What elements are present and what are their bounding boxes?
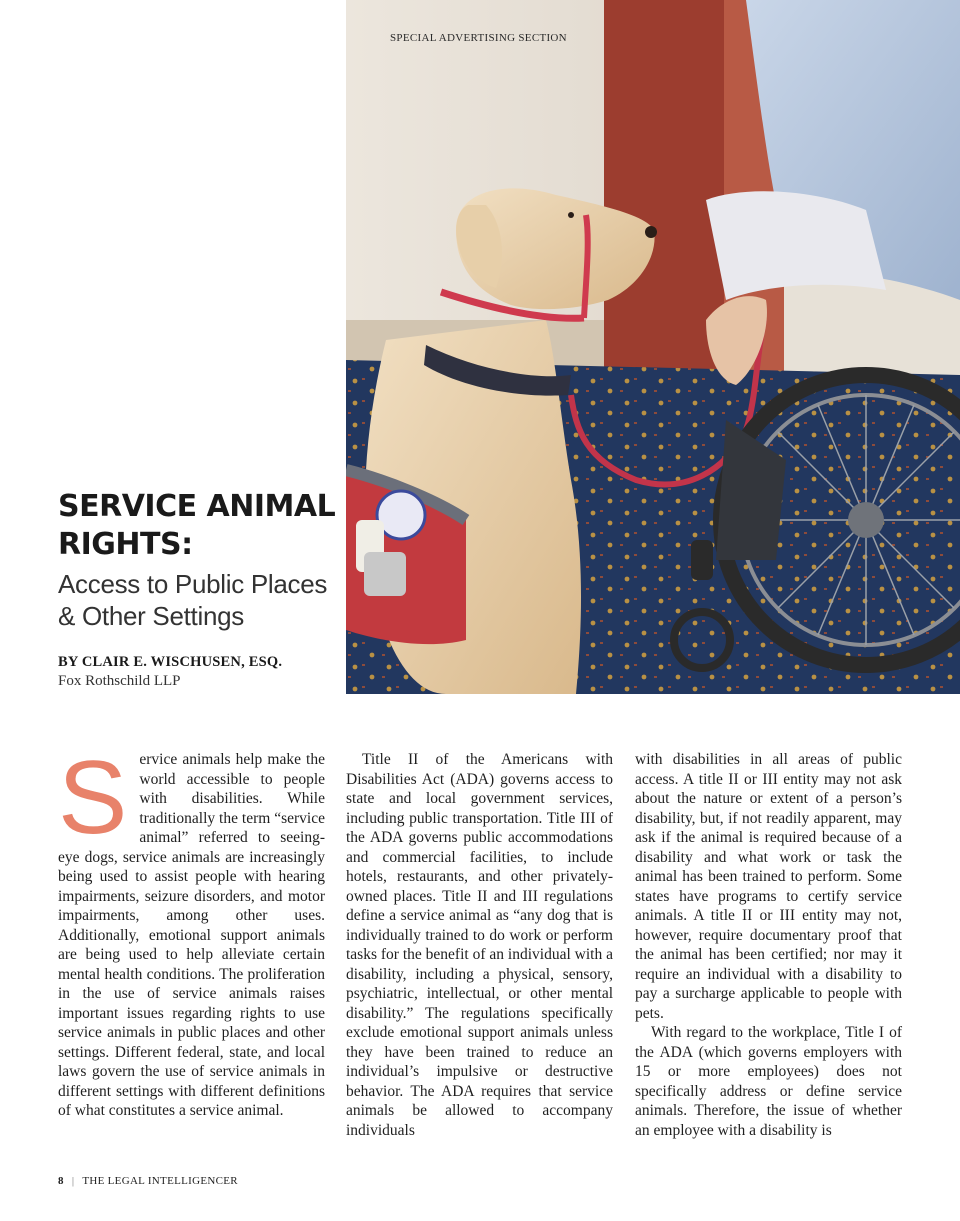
paragraph-workplace: With regard to the workplace, Title I of the ADA (which governs employers with 15 or more employees) does not specifically address or define service animals. Therefore, the issue of whether an employee with a disability is [635, 1024, 902, 1139]
page-footer [58, 1175, 238, 1187]
paragraph-intro: ervice animals help make the world accessible to people with disabilities. While traditionally the term “service animal” referred to seeing-eye dogs, service animals are increasingly being used to assist people with hearing impairments, seizure disorders, and motor impairments, among other uses. Additionally, emotional support animals are being used to help alleviate certain mental health conditions. The proliferation in the use of service animals raises important issues regarding rights to use service animals in public places and other settings. Different federal, state, and local laws govern the use of service animals in different settings with different definitions of what constitutes a service animal. [58, 751, 325, 1119]
paragraph-title-ii: Title II of the Americans with Disabilities Act (ADA) governs access to state and local government services, including public transportation. Title III of the ADA governs public accommodations and commercial facilities, to include hotels, restaurants, and other privately-owned places. Title II and III regulations define a service animal as “any dog that is individually trained to do work or perform tasks for the benefit of an individual with a disability, including a physical, sensory, psychiatric, intellectual, or other mental disability.” The regulations specifically exclude emotional support animals unless they have been trained to reduce an individual’s impulsive or destructive behavior. The ADA requires that service animals be allowed to accompany individuals [346, 751, 613, 1139]
section-tag: SPECIAL ADVERTISING SECTION [390, 32, 567, 44]
author-byline: BY CLAIR E. WISCHUSEN, ESQ. [58, 654, 283, 670]
service-dog-photo [346, 0, 960, 694]
article-subtitle: Access to Public Places & Other Settings [58, 569, 328, 631]
publication-name: THE LEGAL INTELLIGENCER [82, 1175, 238, 1187]
article-title: SERVICE ANIMAL RIGHTS: [58, 489, 336, 562]
footer-separator: | [71, 1175, 75, 1187]
page-number: 8 [58, 1175, 64, 1187]
body-column-2 [346, 750, 613, 1140]
paragraph-public-access: with disabilities in all areas of public access. A title II or III entity may not ask about the nature or extent of a person’s disability, but, if not readily apparent, may ask if the animal is required because of a disability and what work or task the animal has been trained to perform. Some states have programs to certify service animals. A title II or III entity may not, however, require documentary proof that the animal has been certified; nor may it require an individual with a disability to pay a surcharge applicable to people with pets. [635, 751, 902, 1022]
body-column-1 [58, 740, 325, 1121]
body-column-3 [635, 750, 902, 1140]
author-firm: Fox Rothschild LLP [58, 673, 181, 689]
article-header [58, 488, 338, 690]
drop-cap: S [58, 740, 128, 856]
